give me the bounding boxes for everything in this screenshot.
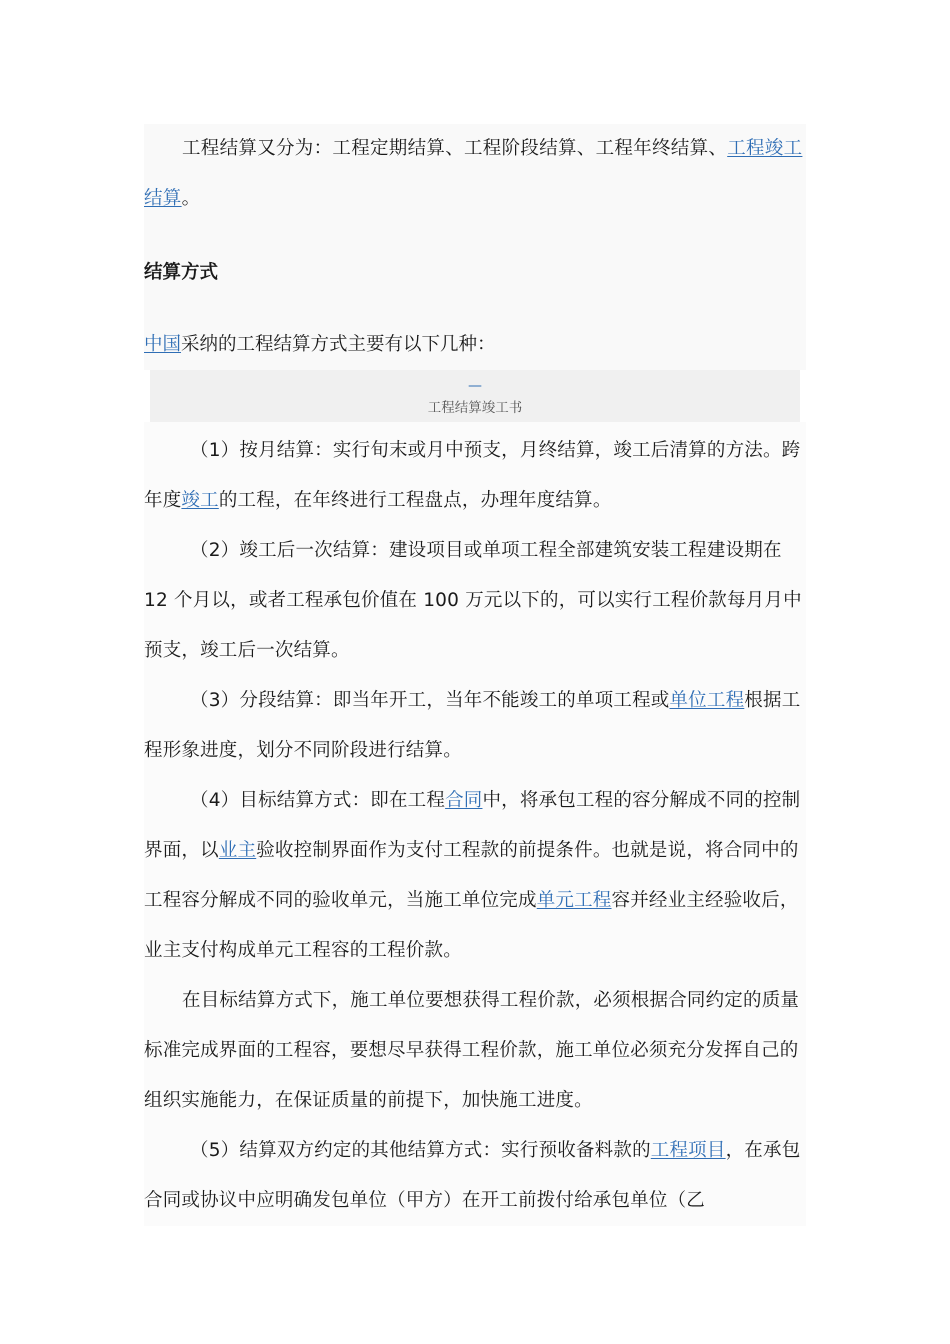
paragraph-text: ，在承包合同或协议中应明确发包单位（甲方）在开工前拨付给承包单位（乙 <box>144 1140 801 1211</box>
paragraph-one-time <box>144 526 806 676</box>
figure-placeholder <box>150 370 800 422</box>
paragraph-text: 在目标结算方式下，施工单位要想获得工程价款，必须根据合同约定的质量标准完成界面的工程容，要想尽早获得工程价款，施工单位必须充分发挥自己的组织实施能力，在保证质量的前提下，加快施工进度。 <box>144 990 800 1111</box>
paragraph-text: （4）目标结算方式：即在工程 <box>190 790 446 811</box>
paragraph-text: 验收控制界面作为支付工程款的前提条件。也就是说，将合同中的工程容分解成不同的验收单元，当施工单位完成 <box>144 840 799 911</box>
link-china[interactable]: 中国 <box>144 334 182 355</box>
paragraph-monthly <box>144 426 806 526</box>
link-completion-settlement[interactable]: 工程竣工结算 <box>144 138 803 209</box>
paragraph-text: （2）竣工后一次结算：建设项目或单项工程全部建筑安装工程建设期在 12 个月以，或者工程承包价值在 100 万元以下的，可以实行工程价款每月月中预支，竣工后一次结算。 <box>144 540 802 661</box>
section-heading: 结算方式 <box>144 262 219 283</box>
link-engineering-project[interactable]: 工程项目 <box>650 1140 726 1161</box>
paragraph-text: 中，将承包工程的容分解成不同的控制界面，以 <box>144 790 801 861</box>
paragraph-target-detail <box>144 976 806 1126</box>
link-unit-work[interactable]: 单元工程 <box>536 890 612 911</box>
figure-dash: — <box>468 378 482 394</box>
lead-paragraph <box>144 298 806 370</box>
document-page <box>144 124 806 1226</box>
paragraph-other <box>144 1126 806 1226</box>
paragraph-text: 根据工程形象进度，划分不同阶段进行结算。 <box>144 690 801 761</box>
link-owner[interactable]: 业主 <box>218 840 257 861</box>
body-block <box>144 422 806 1226</box>
paragraph-staged <box>144 676 806 776</box>
link-completion[interactable]: 竣工 <box>181 490 219 511</box>
paragraph-text: （3）分段结算：即当年开工，当年不能竣工的单项工程或 <box>190 690 670 711</box>
intro-paragraph <box>144 124 806 224</box>
link-unit-project[interactable]: 单位工程 <box>669 690 745 711</box>
figure-caption: 工程结算竣工书 <box>427 400 523 416</box>
intro-block <box>144 124 806 370</box>
paragraph-target <box>144 776 806 976</box>
paragraph-text: 的工程，在年终进行工程盘点，办理年度结算。 <box>218 490 612 511</box>
paragraph-text: 容并经业主经验收后，业主支付构成单元工程容的工程价款。 <box>144 890 799 961</box>
paragraph-text: （1）按月结算：实行旬末或月中预支，月终结算，竣工后清算的方法。跨年度 <box>144 440 801 511</box>
intro-text: 工程结算又分为：工程定期结算、工程阶段结算、工程年终结算、 <box>182 138 728 159</box>
paragraph-text: （5）结算双方约定的其他结算方式：实行预收备料款的 <box>190 1140 651 1161</box>
lead-text: 采纳的工程结算方式主要有以下几种： <box>181 334 496 355</box>
intro-text-end: 。 <box>181 188 201 209</box>
link-contract[interactable]: 合同 <box>445 790 483 811</box>
